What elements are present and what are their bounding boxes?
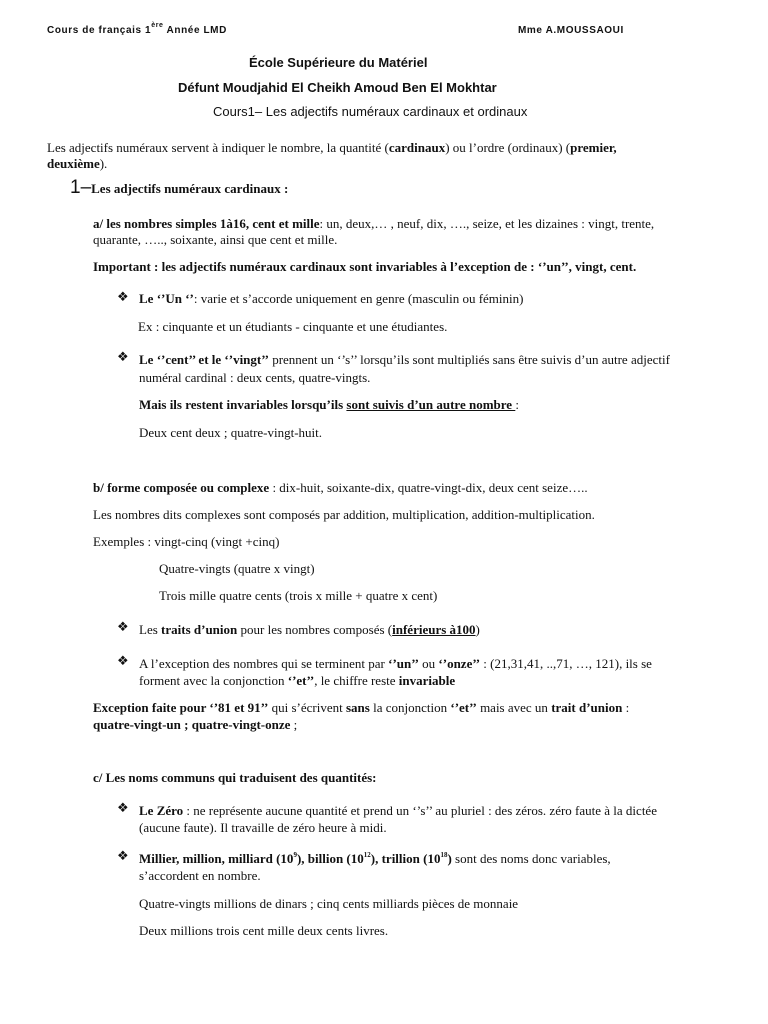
millier-a: Millier, million, milliard (10 xyxy=(139,851,294,866)
bullet-cent-example: Deux cent deux ; quatre-vingt-huit. xyxy=(139,425,323,440)
sub-a-line-1 xyxy=(93,215,654,232)
course-header-text: Cours de français 1 xyxy=(47,25,152,36)
exception-et: ‘’et’’ xyxy=(287,673,315,688)
sub-b-example-1: Exemples : vingt-cinq (vingt +cinq) xyxy=(93,534,280,549)
zero-text: : ne représente aucune quantité et prend un ‘’s’’ au pluriel : des zéros. zéro faute à la dictée xyxy=(183,803,657,818)
sub-b-example-3: Trois mille quatre cents (trois x mille + quatre x cent) xyxy=(159,588,438,603)
exception-un: ‘’un’’ xyxy=(388,656,419,671)
bullet-un-text: : varie et s’accorde uniquement en genre (masculin ou féminin) xyxy=(193,291,524,306)
important-note: Important : les adjectifs numéraux cardinaux sont invariables à l’exception de : ‘’un’’, vingt, cent. xyxy=(93,259,637,274)
bullet-cent-text: prennent un ‘’s’’ lorsqu’ils sont multipliés sans être suivis d’un autre adjectif xyxy=(268,352,670,367)
zero-lead: Le Zéro xyxy=(139,803,184,818)
lesson-title: Cours1– Les adjectifs numéraux cardinaux et ordinaux xyxy=(213,104,528,119)
intro-premier: premier, xyxy=(570,140,617,155)
bullet-exception-line-2 xyxy=(139,672,455,689)
section-1-heading xyxy=(70,178,288,198)
bullet-diamond-icon: ❖ xyxy=(117,849,129,864)
traits-close: ) xyxy=(475,622,480,637)
exception-rest: , le chiffre reste xyxy=(314,673,399,688)
traits-text-2: pour les nombres composés ( xyxy=(237,622,393,637)
exception-81-91: Exception faite pour ‘’81 et 91’’ xyxy=(93,700,269,715)
exception-examples: quatre-vingt-un ; quatre-vingt-onze xyxy=(93,717,291,732)
course-header-year: Année LMD xyxy=(163,25,227,36)
exception-trait: trait d’union xyxy=(551,700,623,715)
sub-b-example-2: Quatre-vingts (quatre x vingt) xyxy=(159,561,315,576)
exception-text: A l’exception des nombres qui se terminent par xyxy=(139,656,389,671)
bullet-diamond-icon: ❖ xyxy=(117,290,129,305)
bullet-zero-line-2: (aucune faute). Il travaille de zéro heure à midi. xyxy=(139,820,387,835)
bullet-un-example: Ex : cinquante et un étudiants - cinquante et une étudiantes. xyxy=(138,319,448,334)
intro-text: Les adjectifs numéraux servent à indiquer le nombre, la quantité ( xyxy=(47,140,389,155)
traits-underlined: inférieurs à100 xyxy=(392,622,476,637)
sub-b-label: b/ forme composée ou complexe xyxy=(93,480,270,495)
intro-cardinaux: cardinaux xyxy=(388,140,446,155)
bullet-cent-invariable xyxy=(139,396,519,413)
exception-numbers: : (21,31,41, ..,71, …, 121), ils se xyxy=(480,656,652,671)
exception-invariable: invariable xyxy=(398,673,456,688)
sub-b-line-1 xyxy=(93,479,588,496)
bullet-traits-line xyxy=(139,621,480,638)
intro-deuxieme: deuxième xyxy=(47,156,100,171)
invariable-colon: : xyxy=(515,397,519,412)
sub-c-label: c/ Les noms communs qui traduisent des quantités: xyxy=(93,770,377,785)
millier-b: ), billion (10 xyxy=(296,851,364,866)
bullet-cent-line-2: numéral cardinal : deux cents, quatre-vingts. xyxy=(139,370,371,385)
bullet-diamond-icon: ❖ xyxy=(117,620,129,635)
millier-e: sont des noms donc variables, xyxy=(451,851,611,866)
invariable-underlined: sont suivis d’un autre nombre xyxy=(346,397,516,412)
exception-para-text: qui s’écrivent xyxy=(268,700,346,715)
course-header-sup: ère xyxy=(151,22,164,29)
sub-b-text: : dix-huit, soixante-dix, quatre-vingt-dix, deux cent seize….. xyxy=(269,480,588,495)
intro-text-2: ) ou l’ordre (ordinaux) ( xyxy=(445,140,571,155)
bullet-zero-line-1 xyxy=(139,802,657,819)
exception-para-et: ‘’et’’ xyxy=(450,700,477,715)
intro-line-1 xyxy=(47,139,617,156)
exception-conj: forment avec la conjonction xyxy=(139,673,288,688)
sub-a-line-2: quarante, ….., soixante, ainsi que cent et mille. xyxy=(93,232,338,247)
sub-a-text: : un, deux,… , neuf, dix, …., seize, et les dizaines : vingt, trente, xyxy=(319,216,655,231)
bullet-cent-lead: Le ‘’cent’’ et le ‘’vingt’’ xyxy=(139,352,269,367)
millier-c-sup: 18 xyxy=(440,851,448,859)
exception-ou: ou xyxy=(418,656,439,671)
invariable-text: Mais ils restent invariables lorsqu’ils xyxy=(139,397,347,412)
exception-para-text-2: la conjonction xyxy=(369,700,451,715)
exception-para-text-3: mais avec un xyxy=(476,700,552,715)
exception-para-line-2 xyxy=(93,716,297,733)
school-title: École Supérieure du Matériel xyxy=(249,55,428,70)
exception-end: ; xyxy=(290,717,298,732)
intro-end: ). xyxy=(99,156,108,171)
bullet-diamond-icon: ❖ xyxy=(117,801,129,816)
millier-a-sup: 9 xyxy=(293,851,297,859)
bullet-millier-line-1 xyxy=(139,850,611,867)
millier-example-1: Quatre-vingts millions de dinars ; cinq cents milliards pièces de monnaie xyxy=(139,896,519,911)
traits-text: Les xyxy=(139,622,162,637)
bullet-exception-line-1 xyxy=(139,655,652,672)
exception-para-colon: : xyxy=(622,700,630,715)
bullet-diamond-icon: ❖ xyxy=(117,654,129,669)
section-1-number: 1– xyxy=(70,177,92,198)
sub-a-label: a/ les nombres simples 1à16, cent et mille xyxy=(93,216,320,231)
millier-d: ) xyxy=(447,851,452,866)
bullet-cent-line-1 xyxy=(139,351,670,368)
exception-para-line-1 xyxy=(93,699,629,716)
bullet-un-lead: Le ‘’Un ‘’ xyxy=(139,291,194,306)
bullet-diamond-icon: ❖ xyxy=(117,350,129,365)
course-header xyxy=(47,22,227,39)
bullet-un-line xyxy=(139,290,523,307)
millier-c: ), trillion (10 xyxy=(370,851,441,866)
sub-b-line-2: Les nombres dits complexes sont composés par addition, multiplication, addition-multiplication. xyxy=(93,507,595,522)
millier-example-2: Deux millions trois cent mille deux cents livres. xyxy=(139,923,389,938)
bullet-millier-line-2: s’accordent en nombre. xyxy=(139,868,261,883)
exception-onze: ‘’onze’’ xyxy=(438,656,481,671)
exception-sans: sans xyxy=(345,700,370,715)
intro-line-2 xyxy=(47,155,107,172)
school-dedication: Défunt Moudjahid El Cheikh Amoud Ben El Mokhtar xyxy=(178,80,497,95)
teacher-name: Mme A.MOUSSAOUI xyxy=(518,25,624,36)
section-1-title: Les adjectifs numéraux cardinaux : xyxy=(91,181,289,196)
traits-bold: traits d’union xyxy=(161,622,238,637)
millier-b-sup: 12 xyxy=(363,851,371,859)
